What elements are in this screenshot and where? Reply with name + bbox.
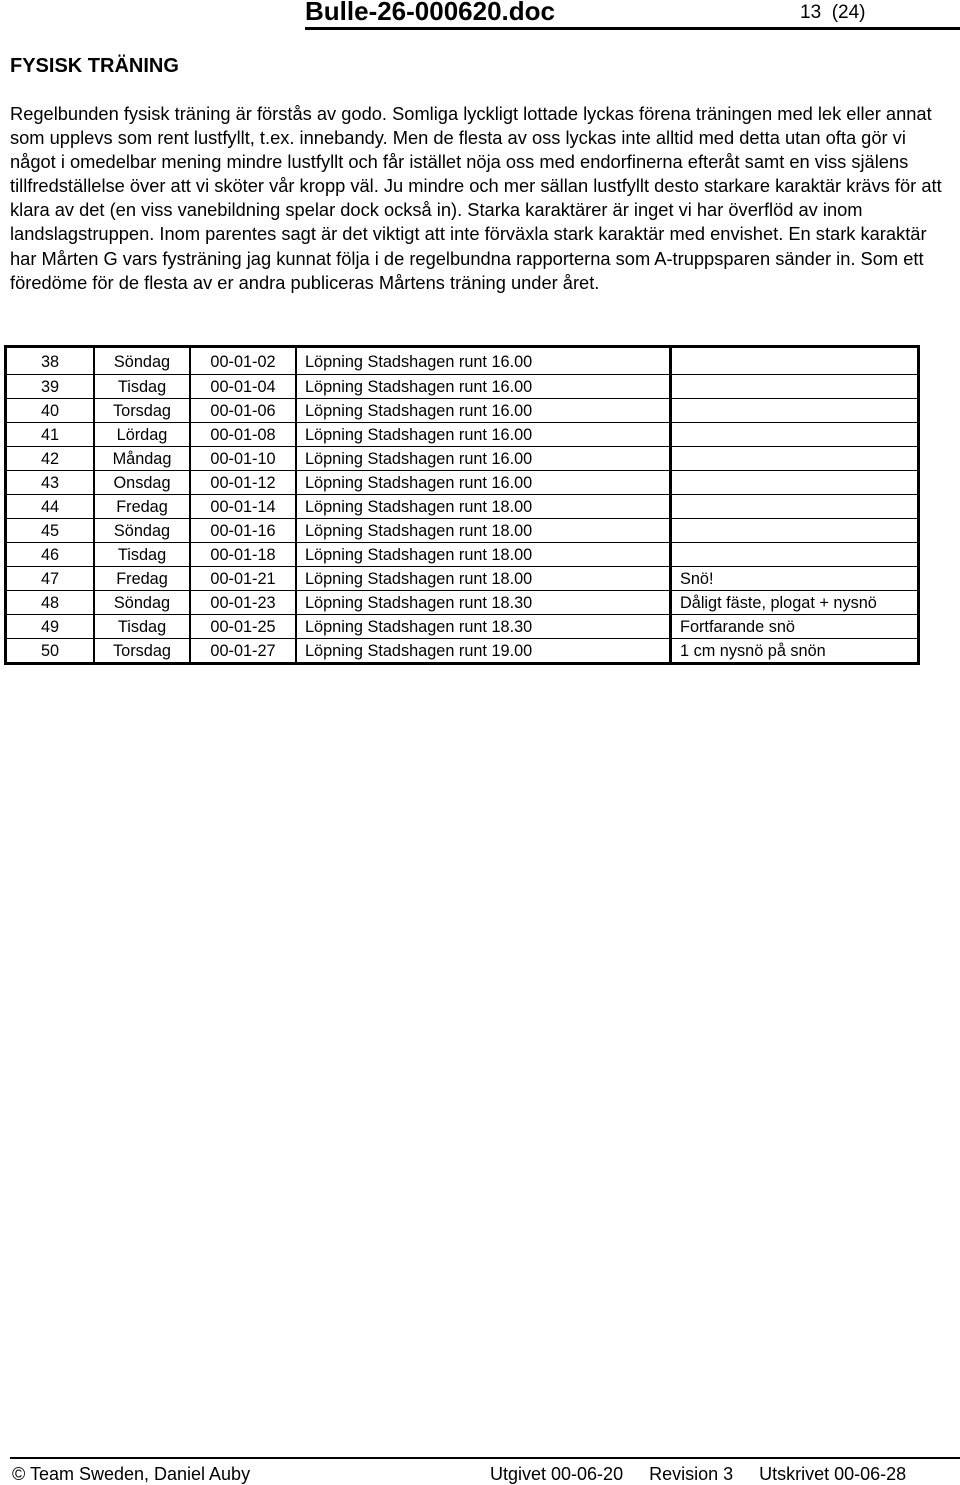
date-cell: 00-01-21	[190, 567, 296, 591]
training-schedule-table	[4, 345, 920, 665]
page-number	[800, 1, 866, 25]
date-cell: 00-01-23	[190, 591, 296, 615]
table-row	[6, 399, 919, 423]
week-cell: 43	[6, 471, 95, 495]
week-cell: 45	[6, 519, 95, 543]
date-cell: 00-01-02	[190, 347, 296, 375]
note-cell: Fortfarande snö	[671, 615, 919, 639]
activity-cell: Löpning Stadshagen runt 18.00	[296, 519, 671, 543]
footer-meta	[490, 1463, 906, 1485]
table-row	[6, 543, 919, 567]
note-cell	[671, 519, 919, 543]
activity-cell: Löpning Stadshagen runt 18.30	[296, 615, 671, 639]
date-cell: 00-01-14	[190, 495, 296, 519]
day-cell: Fredag	[94, 495, 190, 519]
table-row	[6, 375, 919, 399]
day-cell: Torsdag	[94, 399, 190, 423]
week-cell: 50	[6, 639, 95, 664]
day-cell: Tisdag	[94, 543, 190, 567]
training-schedule-body	[6, 347, 919, 664]
date-cell: 00-01-12	[190, 471, 296, 495]
date-cell: 00-01-08	[190, 423, 296, 447]
page-current: 13	[800, 2, 822, 23]
footer-printed: Utskrivet 00-06-28	[759, 1464, 907, 1484]
day-cell: Onsdag	[94, 471, 190, 495]
table-row	[6, 591, 919, 615]
table-row	[6, 423, 919, 447]
activity-cell: Löpning Stadshagen runt 18.00	[296, 495, 671, 519]
activity-cell: Löpning Stadshagen runt 18.00	[296, 543, 671, 567]
date-cell: 00-01-06	[190, 399, 296, 423]
week-cell: 47	[6, 567, 95, 591]
day-cell: Lördag	[94, 423, 190, 447]
table-row	[6, 347, 919, 375]
week-cell: 41	[6, 423, 95, 447]
note-cell	[671, 543, 919, 567]
footer-rule	[10, 1457, 960, 1459]
day-cell: Måndag	[94, 447, 190, 471]
week-cell: 40	[6, 399, 95, 423]
table-row	[6, 495, 919, 519]
table-row	[6, 615, 919, 639]
page-total: (24)	[831, 2, 866, 23]
day-cell: Söndag	[94, 591, 190, 615]
activity-cell: Löpning Stadshagen runt 16.00	[296, 447, 671, 471]
note-cell	[671, 471, 919, 495]
week-cell: 46	[6, 543, 95, 567]
day-cell: Tisdag	[94, 375, 190, 399]
note-cell	[671, 423, 919, 447]
table-row	[6, 471, 919, 495]
date-cell: 00-01-04	[190, 375, 296, 399]
date-cell: 00-01-10	[190, 447, 296, 471]
date-cell: 00-01-25	[190, 615, 296, 639]
activity-cell: Löpning Stadshagen runt 18.30	[296, 591, 671, 615]
footer-issued: Utgivet 00-06-20	[490, 1464, 624, 1484]
week-cell: 44	[6, 495, 95, 519]
note-cell	[671, 347, 919, 375]
date-cell: 00-01-18	[190, 543, 296, 567]
activity-cell: Löpning Stadshagen runt 16.00	[296, 399, 671, 423]
week-cell: 39	[6, 375, 95, 399]
activity-cell: Löpning Stadshagen runt 19.00	[296, 639, 671, 664]
page-header	[0, 0, 960, 30]
day-cell: Fredag	[94, 567, 190, 591]
week-cell: 38	[6, 347, 95, 375]
activity-cell: Löpning Stadshagen runt 16.00	[296, 347, 671, 375]
note-cell	[671, 495, 919, 519]
table-row	[6, 447, 919, 471]
date-cell: 00-01-27	[190, 639, 296, 664]
activity-cell: Löpning Stadshagen runt 16.00	[296, 471, 671, 495]
activity-cell: Löpning Stadshagen runt 18.00	[296, 567, 671, 591]
note-cell	[671, 375, 919, 399]
table-row	[6, 567, 919, 591]
document-title: Bulle-26-000620.doc	[305, 0, 556, 26]
note-cell	[671, 447, 919, 471]
note-cell: Snö!	[671, 567, 919, 591]
section-title: FYSISK TRÄNING	[10, 55, 179, 77]
table-row	[6, 639, 919, 664]
footer-revision: Revision 3	[649, 1464, 734, 1484]
day-cell: Tisdag	[94, 615, 190, 639]
date-cell: 00-01-16	[190, 519, 296, 543]
week-cell: 49	[6, 615, 95, 639]
activity-cell: Löpning Stadshagen runt 16.00	[296, 375, 671, 399]
activity-cell: Löpning Stadshagen runt 16.00	[296, 423, 671, 447]
week-cell: 42	[6, 447, 95, 471]
table-row	[6, 519, 919, 543]
day-cell: Torsdag	[94, 639, 190, 664]
week-cell: 48	[6, 591, 95, 615]
footer-copyright: © Team Sweden, Daniel Auby	[12, 1464, 251, 1484]
body-paragraph: Regelbunden fysisk träning är förstås av godo. Somliga lyckligt lottade lyckas förena träningen med lek eller annat som upplevs som rent lustfyllt, t.ex. innebandy. Men de flesta av oss lyckas inte alltid med detta utan ofta gör vi något i omedelbar mening mindre lustfyllt och får istället nöja oss med endorfinerna efteråt samt en viss själens tillfredställelse över att vi sköter vår kropp väl. Ju mindre och mer sällan lustfyllt desto starkare karaktär krävs för att klara av det (en viss vanebildning spelar dock också in). Starka karaktärer är inget vi har överflöd av inom landslagstruppen. Inom parentes sagt är det viktigt att inte förväxla stark karaktär med envishet. En stark karaktär har Mårten G vars fysträning jag kunnat följa i de regelbundna rapporterna som A-truppsparen sänder in. Som ett föredöme för de flesta av er andra publiceras Mårtens träning under året.	[10, 103, 942, 293]
day-cell: Söndag	[94, 347, 190, 375]
day-cell: Söndag	[94, 519, 190, 543]
note-cell: 1 cm nysnö på snön	[671, 639, 919, 664]
note-cell: Dåligt fäste, plogat + nysnö	[671, 591, 919, 615]
note-cell	[671, 399, 919, 423]
header-rule	[305, 27, 960, 30]
